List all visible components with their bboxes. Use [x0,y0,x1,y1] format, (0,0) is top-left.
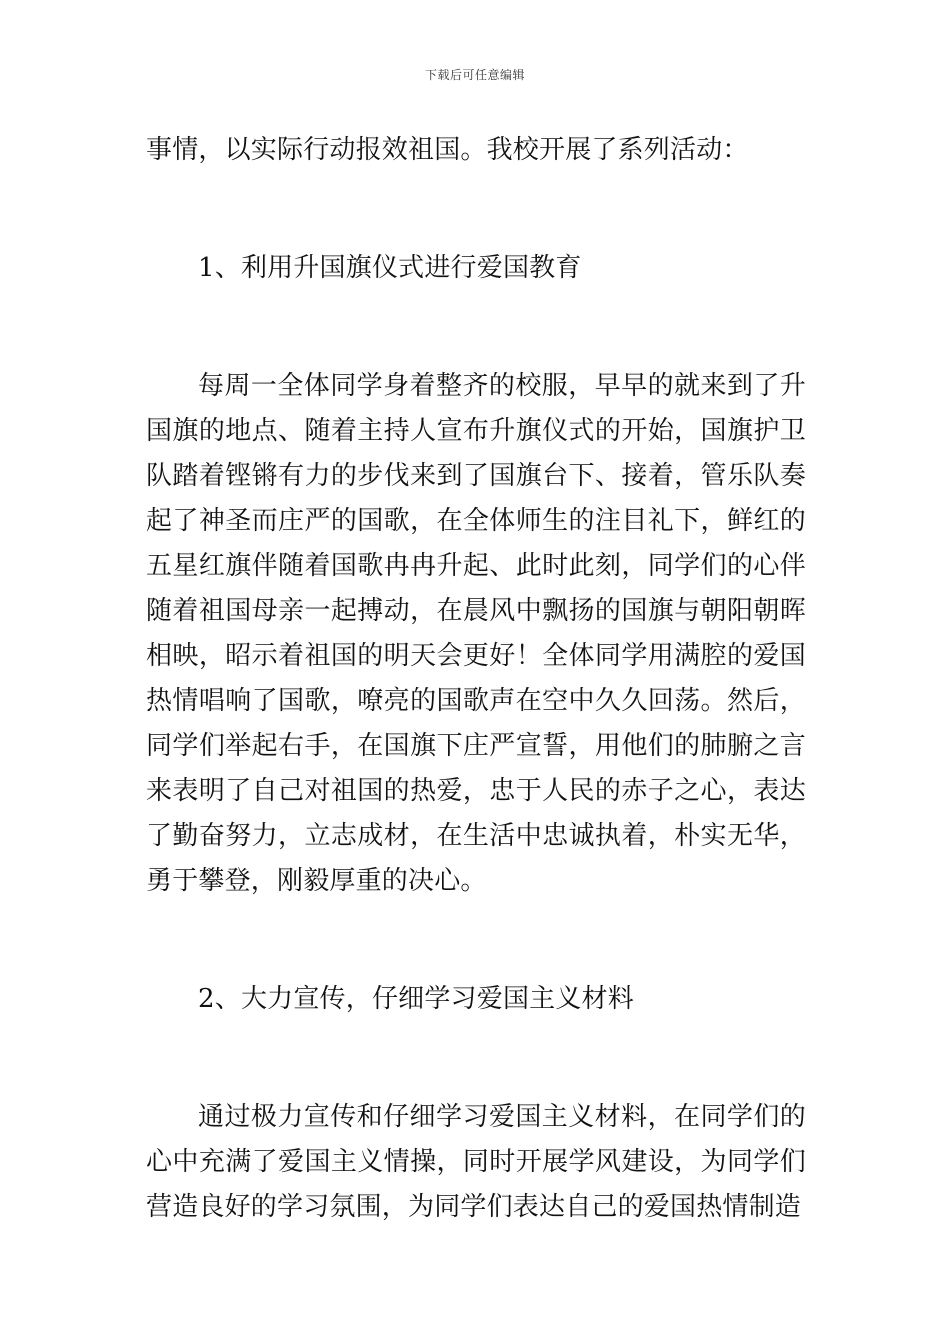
paragraph-spacer [146,291,806,364]
paragraph-study-materials: 通过极力宣传和仔细学习爱国主义材料，在同学们的心中充满了爱国主义情操，同时开展学风建设，为同学们营造良好的学习氛围，为同学们表达自己的爱国热情制造 [146,1102,806,1222]
section-heading-2: 2、大力宣传，仔细学习爱国主义材料 [198,984,634,1014]
page-header: 下载后可任意编辑 [424,68,525,82]
paragraph-spacer [146,904,806,977]
section-heading-1: 1、利用升国旗仪式进行爱国教育 [198,253,582,283]
paragraph-spacer [146,173,806,246]
paragraph-intro: 事情，以实际行动报效祖国。我校开展了系列活动： [146,135,749,165]
paragraph-flag-ceremony: 每周一全体同学身着整齐的校服，早早的就来到了升国旗的地点、随着主持人宣布升旗仪式的开始，国旗护卫队踏着铿锵有力的步伐来到了国旗台下、接着，管乐队奏起了神圣而庄严的国歌，在全体师生的注目礼下，鲜红的五星红旗伴随着国歌冉冉升起、此时此刻，同学们的心伴随着祖国母亲一起搏动，在晨风中飘扬的国旗与朝阳朝晖相映，昭示着祖国的明天会更好！全体同学用满腔的爱国热情唱响了国歌，嘹亮的国歌声在空中久久回荡。然后，同学们举起右手，在国旗下庄严宣誓，用他们的肺腑之言来表明了自己对祖国的热爱，忠于人民的赤子之心，表达了勤奋努力，立志成材，在生活中忠诚执着，朴实无华，勇于攀登，刚毅厚重的决心。 [146,371,806,896]
paragraph-spacer [146,1022,806,1095]
document-body [146,128,806,1230]
